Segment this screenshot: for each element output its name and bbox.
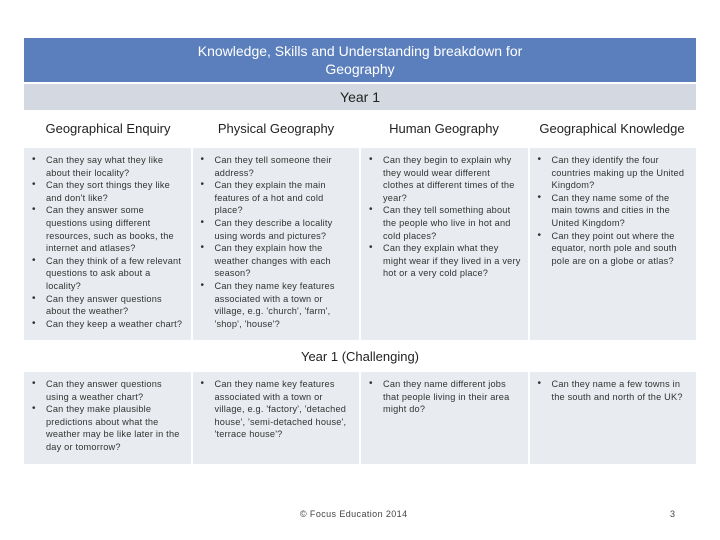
column-header-knowledge: Geographical Knowledge (539, 121, 685, 136)
list-item: • Can they name key features associated with a town or village, e.g. 'church', 'farm', 'shop', 'house'? (215, 280, 354, 330)
bullet-list (197, 378, 354, 441)
page-title-line-1: Knowledge, Skills and Understanding breakdown for (197, 43, 523, 59)
challenging-knowledge-cell (530, 372, 697, 464)
year1-challenging-row (24, 372, 696, 464)
list-item: • Can they keep a weather chart? (46, 318, 185, 331)
year-heading (24, 84, 696, 110)
page-title-banner (24, 38, 696, 82)
page-number: 3 (670, 509, 676, 519)
list-item: • Can they sort things they like and don't like? (46, 179, 185, 204)
list-item: • Can they answer questions using a weather chart? (46, 378, 185, 403)
year1-physical-cell (193, 148, 360, 340)
copyright-footer: © Focus Education 2014 (300, 509, 408, 519)
list-item: • Can they answer some questions using different resources, such as books, the internet and atlases? (46, 204, 185, 254)
column-header-physical: Physical Geography (217, 121, 335, 136)
list-item: • Can they name some of the main towns and cities in the United Kingdom? (552, 192, 691, 230)
year-label: Year 1 (340, 89, 380, 105)
bullet-list (28, 154, 185, 330)
list-item: • Can they make plausible predictions about what the weather may be like later in the day or tomorrow? (46, 403, 185, 453)
list-item: • Can they identify the four countries making up the United Kingdom? (552, 154, 691, 192)
list-item: • Can they describe a locality using words and pictures? (215, 217, 354, 242)
list-item: • Can they say what they like about their locality? (46, 154, 185, 179)
year1-enquiry-cell (24, 148, 191, 340)
bullet-list (534, 154, 691, 267)
list-item: • Can they name key features associated with a town or village, e.g. 'factory', 'detached house', 'semi-detached house', 'terrace house'? (215, 378, 354, 441)
bullet-list (534, 378, 691, 403)
year1-knowledge-cell (530, 148, 697, 340)
year1-human-cell (361, 148, 528, 340)
list-item: • Can they explain how the weather changes with each season? (215, 242, 354, 280)
list-item: • Can they think of a few relevant questions to ask about a locality? (46, 255, 185, 293)
list-item: • Can they tell something about the people who live in hot and cold places? (383, 204, 522, 242)
challenging-physical-cell (193, 372, 360, 464)
bullet-list (197, 154, 354, 330)
bullet-list (365, 378, 522, 416)
list-item: • Can they name a few towns in the south and north of the UK? (552, 378, 691, 403)
year1-row (24, 148, 696, 340)
list-item: • Can they explain the main features of a hot and cold place? (215, 179, 354, 217)
column-header-enquiry: Geographical Enquiry (45, 121, 171, 136)
list-item: • Can they name different jobs that people living in their area might do? (383, 378, 522, 416)
bullet-list (28, 378, 185, 454)
challenging-heading (24, 342, 696, 370)
list-item: • Can they begin to explain why they would wear different clothes at different times of the year? (383, 154, 522, 204)
list-item: • Can they explain what they might wear if they lived in a very hot or a very cold place? (383, 242, 522, 280)
challenging-enquiry-cell (24, 372, 191, 464)
list-item: • Can they answer questions about the weather? (46, 293, 185, 318)
challenging-label: Year 1 (Challenging) (300, 348, 420, 364)
page-title-line-2: Geography (325, 61, 395, 77)
column-header-human: Human Geography (389, 121, 499, 136)
bullet-list (365, 154, 522, 280)
column-headers (24, 112, 696, 146)
list-item: • Can they point out where the equator, north pole and south pole are on a globe or atlas? (552, 230, 691, 268)
list-item: • Can they tell someone their address? (215, 154, 354, 179)
challenging-human-cell (361, 372, 528, 464)
